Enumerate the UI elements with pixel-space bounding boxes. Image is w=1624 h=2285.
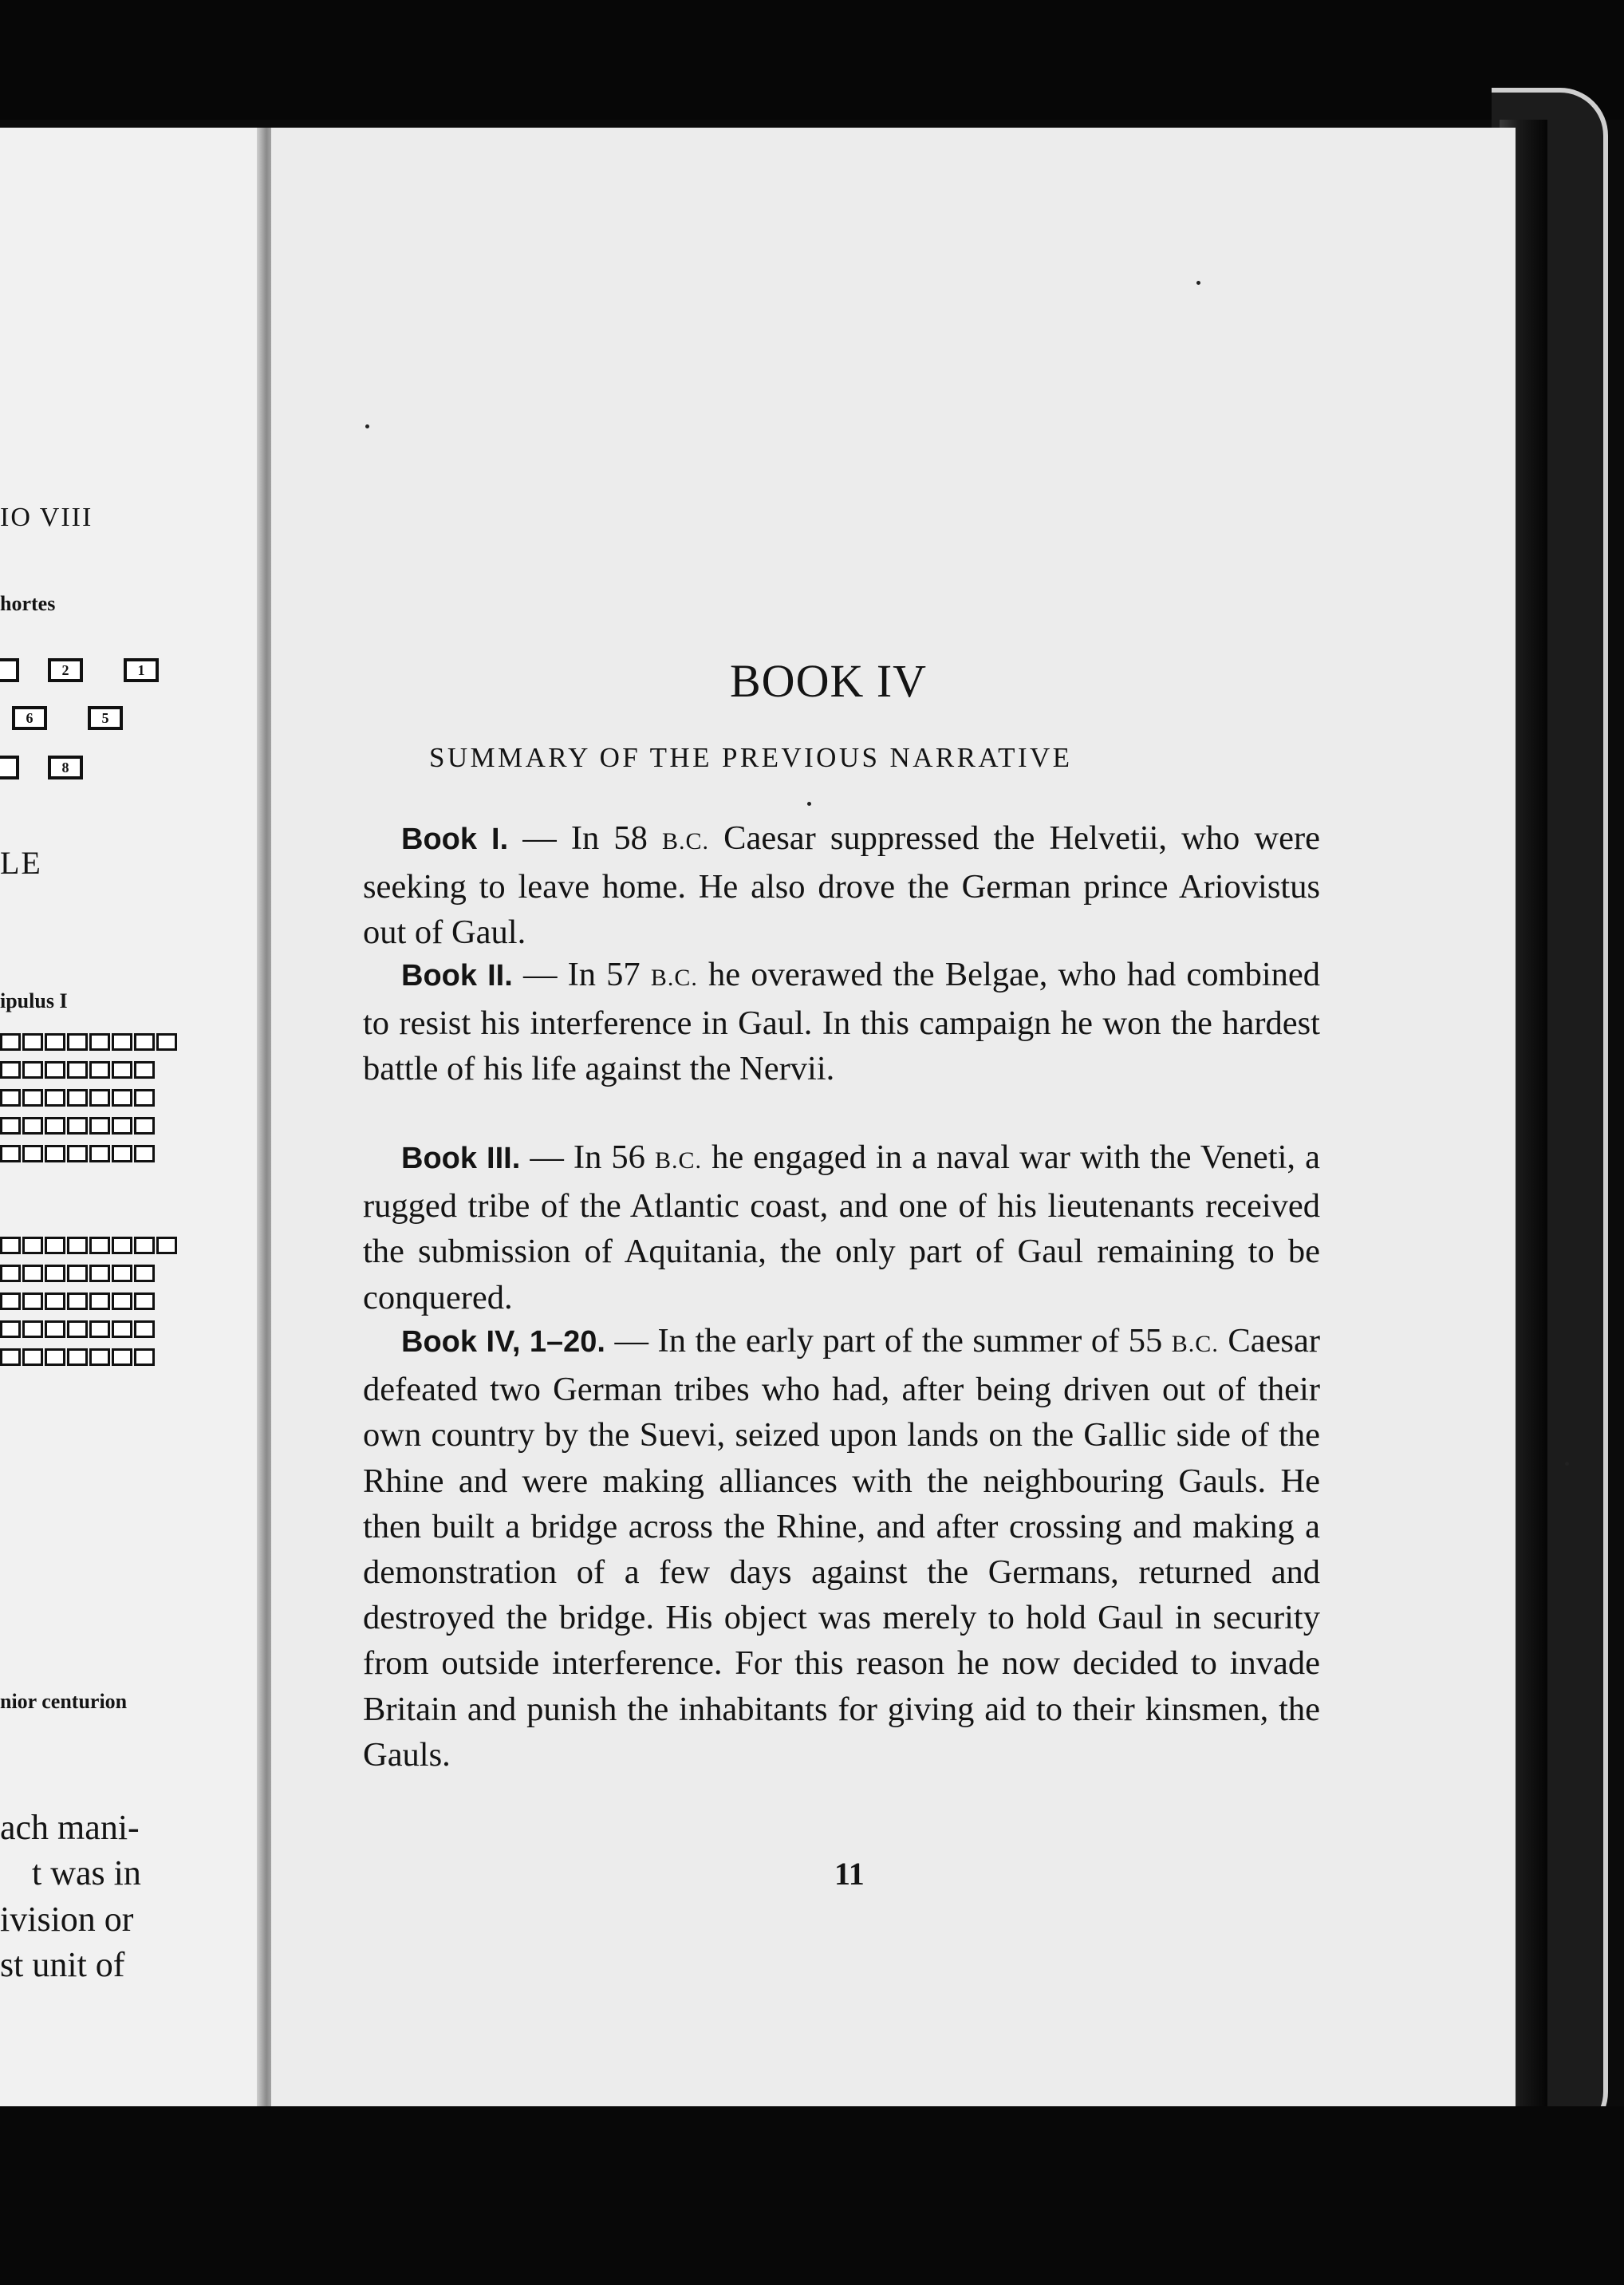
- formation-row: [0, 1292, 155, 1313]
- formation-row: [0, 1348, 155, 1369]
- scan-background-bottom: [0, 2106, 1624, 2285]
- cohort-box: 6: [12, 706, 47, 730]
- summary-paragraph-book-2: [363, 952, 1320, 1092]
- cohort-box: [0, 658, 19, 682]
- cohort-box: [0, 756, 19, 779]
- cohort-box: 8: [48, 756, 83, 779]
- summary-paragraph-book-4: [363, 1318, 1320, 1778]
- formation-row: [0, 1061, 155, 1082]
- summary-paragraph-book-3: [363, 1135, 1320, 1320]
- paragraph-text: Caesar defeated two German tribes who had, after being driven out of their own country by the Suevi, seized upon lands on the Gallic side of the Rhine and were making alliances with the neighbouring Gauls. He then built a bridge across the Rhine, and after crossing and making a demonstration of a few days against the Germans, returned and destroyed the bridge. His object was merely to hold Gaul in security from outside interference. For this reason he now decided to invade Britain and punish the inhabitants for giving aid to their kinsmen, the Gauls.: [363, 1322, 1320, 1774]
- left-section-title: LE: [0, 845, 42, 881]
- manipulus-label: ipulus I: [0, 989, 68, 1012]
- left-text-line: ivision or: [0, 1900, 134, 1939]
- paragraph-lead: — In the early part of the summer of 55: [605, 1322, 1172, 1360]
- paragraph-lead: — In 57: [512, 956, 651, 993]
- paragraph-lead: — In 56: [520, 1139, 655, 1176]
- era-abbreviation: B.C.: [654, 1147, 703, 1174]
- formation-row: [0, 1089, 155, 1110]
- paragraph-label: Book II.: [401, 959, 513, 993]
- formation-row: [0, 1320, 155, 1341]
- dust-speck: [1196, 281, 1200, 285]
- paragraph-lead: — In 58: [508, 819, 662, 857]
- cohort-box: 2: [48, 658, 83, 682]
- left-text-line: t was in: [32, 1853, 141, 1892]
- paragraph-text: he overawed the Belgae, who had combined to resist his interference in Gaul. In this campaign he won the hardest battle of his life against the Nervii.: [363, 956, 1321, 1088]
- formation-row: [0, 1265, 155, 1285]
- formation-row: [0, 1145, 155, 1166]
- era-abbreviation: B.C.: [1171, 1331, 1219, 1357]
- era-abbreviation: B.C.: [661, 828, 710, 854]
- left-page-heading: IO VIII: [0, 503, 93, 532]
- page-subtitle: SUMMARY OF THE PREVIOUS NARRATIVE: [429, 742, 1073, 773]
- formation-row: [0, 1117, 155, 1138]
- left-page: [0, 128, 267, 2106]
- dust-speck: [1565, 1462, 1569, 1466]
- dust-speck: [807, 802, 811, 806]
- right-page: [271, 128, 1516, 2106]
- summary-paragraph-book-1: [363, 815, 1320, 956]
- cohort-box: 5: [88, 706, 123, 730]
- page-title: BOOK IV: [730, 655, 928, 707]
- left-text-line: st unit of: [0, 1945, 125, 1984]
- centurion-label: nior centurion: [0, 1690, 128, 1713]
- dust-speck: [365, 424, 369, 428]
- left-text-line: ach mani-: [0, 1808, 140, 1847]
- paragraph-text: he engaged in a naval war with the Veneti, a rugged tribe of the Atlantic coast, and one of his lieutenants received the submission of Aquitania, the only part of Gaul remaining to be conquered.: [363, 1139, 1320, 1316]
- formation-row: [0, 1033, 177, 1054]
- paragraph-label: Book III.: [401, 1142, 521, 1175]
- scan-background-top: [0, 0, 1624, 120]
- paragraph-label: Book I.: [401, 823, 509, 856]
- era-abbreviation: B.C.: [650, 965, 698, 991]
- paragraph-label: Book IV, 1–20.: [401, 1325, 605, 1359]
- cohort-box: 1: [124, 658, 159, 682]
- formation-row: [0, 1237, 177, 1257]
- paragraph-text: Caesar suppressed the Helvetii, who were seeking to leave home. He also drove the German prince Ariovistus out of Gaul.: [363, 819, 1320, 952]
- page-number: 11: [834, 1856, 865, 1892]
- cohortes-label: hortes: [0, 592, 56, 615]
